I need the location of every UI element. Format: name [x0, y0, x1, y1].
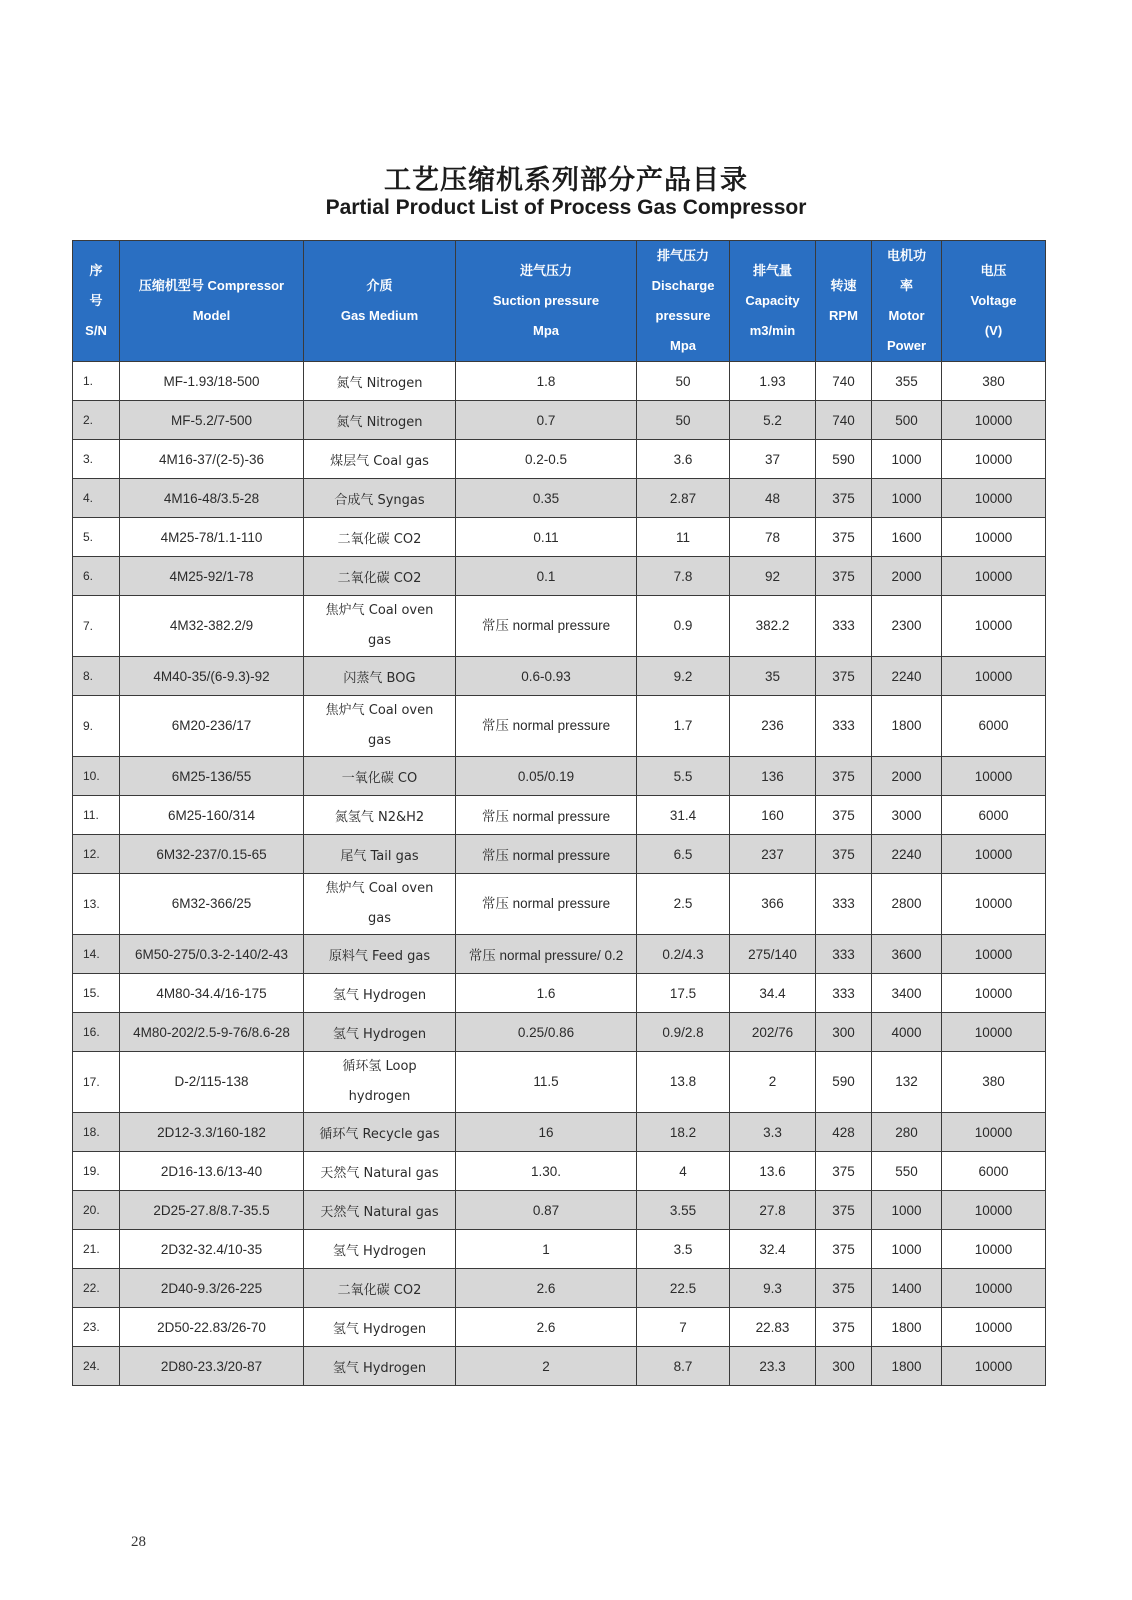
cell-suction-pressure: 0.6-0.93	[456, 657, 637, 696]
cell-sn: 9.	[73, 696, 120, 757]
cell-discharge-pressure: 2.87	[637, 479, 730, 518]
cell-rpm: 428	[816, 1113, 872, 1152]
cell-gas-medium: 天然气 Natural gas	[304, 1191, 456, 1230]
cell-sn: 22.	[73, 1269, 120, 1308]
cell-model: 4M40-35/(6-9.3)-92	[120, 657, 304, 696]
cell-suction-pressure: 1.30.	[456, 1152, 637, 1191]
table-row	[73, 518, 1046, 557]
cell-suction-pressure: 11.5	[456, 1052, 637, 1113]
cell-rpm: 375	[816, 1308, 872, 1347]
cell-sn: 12.	[73, 835, 120, 874]
table-row	[73, 757, 1046, 796]
table-row	[73, 1013, 1046, 1052]
cell-model: D-2/115-138	[120, 1052, 304, 1113]
table-row	[73, 1052, 1046, 1113]
cell-discharge-pressure: 3.55	[637, 1191, 730, 1230]
cell-suction-pressure: 0.7	[456, 401, 637, 440]
cell-suction-pressure: 2.6	[456, 1308, 637, 1347]
cell-gas-medium: 煤层气 Coal gas	[304, 440, 456, 479]
cell-motor-power: 500	[872, 401, 942, 440]
cell-sn: 11.	[73, 796, 120, 835]
cell-gas-medium: 合成气 Syngas	[304, 479, 456, 518]
cell-sn: 3.	[73, 440, 120, 479]
cell-gas-medium: 原料气 Feed gas	[304, 935, 456, 974]
cell-model: 2D80-23.3/20-87	[120, 1347, 304, 1386]
cell-motor-power: 4000	[872, 1013, 942, 1052]
table-row	[73, 557, 1046, 596]
cell-sn: 21.	[73, 1230, 120, 1269]
cell-discharge-pressure: 9.2	[637, 657, 730, 696]
cell-gas-medium: 氮氢气 N2&H2	[304, 796, 456, 835]
cell-capacity: 1.93	[730, 362, 816, 401]
cell-gas-medium: 焦炉气 Coal oven gas	[304, 696, 456, 757]
table-row	[73, 657, 1046, 696]
cell-model: MF-5.2/7-500	[120, 401, 304, 440]
cell-rpm: 375	[816, 657, 872, 696]
cell-suction-pressure: 0.11	[456, 518, 637, 557]
header-rpm: 转速 RPM	[816, 241, 872, 362]
cell-motor-power: 2240	[872, 835, 942, 874]
cell-gas-medium: 氢气 Hydrogen	[304, 1230, 456, 1269]
cell-motor-power: 1800	[872, 1308, 942, 1347]
cell-motor-power: 1000	[872, 479, 942, 518]
cell-gas-medium: 氢气 Hydrogen	[304, 1013, 456, 1052]
cell-motor-power: 1000	[872, 1191, 942, 1230]
cell-discharge-pressure: 5.5	[637, 757, 730, 796]
cell-discharge-pressure: 0.9/2.8	[637, 1013, 730, 1052]
cell-motor-power: 2000	[872, 757, 942, 796]
cell-rpm: 375	[816, 796, 872, 835]
cell-gas-medium: 氢气 Hydrogen	[304, 974, 456, 1013]
table-row	[73, 874, 1046, 935]
cell-model: 2D50-22.83/26-70	[120, 1308, 304, 1347]
table-row	[73, 440, 1046, 479]
table-body	[73, 362, 1046, 1386]
cell-model: 2D12-3.3/160-182	[120, 1113, 304, 1152]
cell-suction-pressure: 常压 normal pressure/ 0.2	[456, 935, 637, 974]
cell-discharge-pressure: 50	[637, 401, 730, 440]
cell-motor-power: 132	[872, 1052, 942, 1113]
cell-capacity: 5.2	[730, 401, 816, 440]
cell-capacity: 37	[730, 440, 816, 479]
cell-voltage: 6000	[942, 1152, 1046, 1191]
cell-rpm: 375	[816, 1230, 872, 1269]
cell-gas-medium: 一氧化碳 CO	[304, 757, 456, 796]
cell-voltage: 10000	[942, 1013, 1046, 1052]
cell-discharge-pressure: 22.5	[637, 1269, 730, 1308]
cell-capacity: 23.3	[730, 1347, 816, 1386]
cell-voltage: 10000	[942, 974, 1046, 1013]
cell-discharge-pressure: 3.5	[637, 1230, 730, 1269]
cell-model: 6M25-160/314	[120, 796, 304, 835]
cell-gas-medium: 氢气 Hydrogen	[304, 1347, 456, 1386]
cell-suction-pressure: 常压 normal pressure	[456, 796, 637, 835]
cell-suction-pressure: 0.05/0.19	[456, 757, 637, 796]
cell-sn: 8.	[73, 657, 120, 696]
cell-capacity: 366	[730, 874, 816, 935]
cell-capacity: 382.2	[730, 596, 816, 657]
cell-capacity: 35	[730, 657, 816, 696]
cell-model: 4M16-48/3.5-28	[120, 479, 304, 518]
cell-sn: 10.	[73, 757, 120, 796]
cell-motor-power: 3000	[872, 796, 942, 835]
cell-sn: 18.	[73, 1113, 120, 1152]
cell-model: 6M32-366/25	[120, 874, 304, 935]
cell-voltage: 10000	[942, 1269, 1046, 1308]
cell-sn: 6.	[73, 557, 120, 596]
cell-rpm: 375	[816, 479, 872, 518]
cell-voltage: 10000	[942, 757, 1046, 796]
table-row	[73, 1347, 1046, 1386]
product-table	[72, 240, 1046, 1386]
cell-capacity: 78	[730, 518, 816, 557]
cell-capacity: 275/140	[730, 935, 816, 974]
cell-model: 4M32-382.2/9	[120, 596, 304, 657]
cell-gas-medium: 二氧化碳 CO2	[304, 518, 456, 557]
cell-sn: 20.	[73, 1191, 120, 1230]
cell-motor-power: 1000	[872, 1230, 942, 1269]
cell-capacity: 236	[730, 696, 816, 757]
cell-discharge-pressure: 3.6	[637, 440, 730, 479]
cell-gas-medium: 氮气 Nitrogen	[304, 362, 456, 401]
cell-sn: 23.	[73, 1308, 120, 1347]
table-row	[73, 362, 1046, 401]
cell-capacity: 13.6	[730, 1152, 816, 1191]
cell-discharge-pressure: 31.4	[637, 796, 730, 835]
cell-capacity: 27.8	[730, 1191, 816, 1230]
cell-voltage: 10000	[942, 1191, 1046, 1230]
cell-rpm: 375	[816, 518, 872, 557]
cell-suction-pressure: 常压 normal pressure	[456, 696, 637, 757]
cell-suction-pressure: 2.6	[456, 1269, 637, 1308]
cell-capacity: 136	[730, 757, 816, 796]
cell-sn: 24.	[73, 1347, 120, 1386]
cell-capacity: 32.4	[730, 1230, 816, 1269]
cell-suction-pressure: 0.1	[456, 557, 637, 596]
table-row	[73, 401, 1046, 440]
header-model: 压缩机型号 Compressor Model	[120, 241, 304, 362]
header-capacity: 排气量 Capacity m3/min	[730, 241, 816, 362]
header-suction-pressure: 进气压力 Suction pressure Mpa	[456, 241, 637, 362]
cell-discharge-pressure: 8.7	[637, 1347, 730, 1386]
header-motor-power: 电机功 率 Motor Power	[872, 241, 942, 362]
cell-suction-pressure: 1	[456, 1230, 637, 1269]
cell-rpm: 590	[816, 440, 872, 479]
cell-voltage: 10000	[942, 835, 1046, 874]
cell-discharge-pressure: 7.8	[637, 557, 730, 596]
cell-voltage: 10000	[942, 1347, 1046, 1386]
cell-motor-power: 3400	[872, 974, 942, 1013]
cell-motor-power: 355	[872, 362, 942, 401]
cell-suction-pressure: 0.2-0.5	[456, 440, 637, 479]
cell-model: 2D25-27.8/8.7-35.5	[120, 1191, 304, 1230]
table-row	[73, 1113, 1046, 1152]
cell-motor-power: 2240	[872, 657, 942, 696]
cell-suction-pressure: 常压 normal pressure	[456, 596, 637, 657]
cell-model: 6M20-236/17	[120, 696, 304, 757]
cell-sn: 17.	[73, 1052, 120, 1113]
table-row	[73, 1269, 1046, 1308]
cell-rpm: 333	[816, 935, 872, 974]
cell-gas-medium: 循环氢 Loop hydrogen	[304, 1052, 456, 1113]
table-row	[73, 596, 1046, 657]
cell-voltage: 10000	[942, 935, 1046, 974]
cell-gas-medium: 尾气 Tail gas	[304, 835, 456, 874]
cell-voltage: 10000	[942, 1230, 1046, 1269]
cell-capacity: 202/76	[730, 1013, 816, 1052]
cell-discharge-pressure: 11	[637, 518, 730, 557]
cell-motor-power: 280	[872, 1113, 942, 1152]
cell-voltage: 10000	[942, 657, 1046, 696]
cell-rpm: 375	[816, 1152, 872, 1191]
cell-model: 2D32-32.4/10-35	[120, 1230, 304, 1269]
cell-discharge-pressure: 50	[637, 362, 730, 401]
cell-model: 6M32-237/0.15-65	[120, 835, 304, 874]
cell-model: 4M25-78/1.1-110	[120, 518, 304, 557]
cell-gas-medium: 焦炉气 Coal oven gas	[304, 874, 456, 935]
cell-sn: 19.	[73, 1152, 120, 1191]
cell-capacity: 22.83	[730, 1308, 816, 1347]
cell-capacity: 2	[730, 1052, 816, 1113]
cell-model: 6M50-275/0.3-2-140/2-43	[120, 935, 304, 974]
header-sn: 序 号 S/N	[73, 241, 120, 362]
cell-gas-medium: 焦炉气 Coal oven gas	[304, 596, 456, 657]
cell-rpm: 375	[816, 1191, 872, 1230]
cell-discharge-pressure: 4	[637, 1152, 730, 1191]
cell-rpm: 375	[816, 1269, 872, 1308]
cell-sn: 16.	[73, 1013, 120, 1052]
cell-capacity: 34.4	[730, 974, 816, 1013]
cell-motor-power: 550	[872, 1152, 942, 1191]
cell-motor-power: 1600	[872, 518, 942, 557]
table-row	[73, 1191, 1046, 1230]
cell-voltage: 10000	[942, 401, 1046, 440]
cell-model: 4M25-92/1-78	[120, 557, 304, 596]
cell-rpm: 300	[816, 1347, 872, 1386]
cell-gas-medium: 二氧化碳 CO2	[304, 557, 456, 596]
cell-capacity: 3.3	[730, 1113, 816, 1152]
cell-suction-pressure: 常压 normal pressure	[456, 874, 637, 935]
cell-voltage: 6000	[942, 796, 1046, 835]
cell-sn: 13.	[73, 874, 120, 935]
page-title-chinese: 工艺压缩机系列部分产品目录	[384, 165, 748, 196]
cell-model: 2D16-13.6/13-40	[120, 1152, 304, 1191]
cell-discharge-pressure: 0.2/4.3	[637, 935, 730, 974]
cell-voltage: 10000	[942, 1308, 1046, 1347]
cell-sn: 7.	[73, 596, 120, 657]
cell-voltage: 10000	[942, 479, 1046, 518]
cell-suction-pressure: 0.87	[456, 1191, 637, 1230]
cell-sn: 14.	[73, 935, 120, 974]
cell-voltage: 10000	[942, 596, 1046, 657]
cell-suction-pressure: 1.8	[456, 362, 637, 401]
cell-voltage: 380	[942, 362, 1046, 401]
cell-rpm: 333	[816, 974, 872, 1013]
cell-voltage: 10000	[942, 874, 1046, 935]
cell-rpm: 375	[816, 835, 872, 874]
table-row	[73, 1230, 1046, 1269]
cell-motor-power: 3600	[872, 935, 942, 974]
cell-suction-pressure: 常压 normal pressure	[456, 835, 637, 874]
cell-sn: 2.	[73, 401, 120, 440]
cell-suction-pressure: 0.25/0.86	[456, 1013, 637, 1052]
cell-motor-power: 1800	[872, 696, 942, 757]
cell-discharge-pressure: 17.5	[637, 974, 730, 1013]
cell-rpm: 375	[816, 757, 872, 796]
cell-capacity: 160	[730, 796, 816, 835]
cell-model: 4M16-37/(2-5)-36	[120, 440, 304, 479]
header-discharge-pressure: 排气压力 Discharge pressure Mpa	[637, 241, 730, 362]
table-row	[73, 835, 1046, 874]
cell-gas-medium: 闪蒸气 BOG	[304, 657, 456, 696]
cell-gas-medium: 氢气 Hydrogen	[304, 1308, 456, 1347]
cell-voltage: 10000	[942, 1113, 1046, 1152]
cell-voltage: 10000	[942, 557, 1046, 596]
cell-rpm: 333	[816, 696, 872, 757]
cell-model: 6M25-136/55	[120, 757, 304, 796]
cell-sn: 1.	[73, 362, 120, 401]
cell-discharge-pressure: 7	[637, 1308, 730, 1347]
cell-gas-medium: 二氧化碳 CO2	[304, 1269, 456, 1308]
cell-rpm: 300	[816, 1013, 872, 1052]
cell-model: 2D40-9.3/26-225	[120, 1269, 304, 1308]
table-row	[73, 1308, 1046, 1347]
header-gas-medium: 介质 Gas Medium	[304, 241, 456, 362]
cell-rpm: 375	[816, 557, 872, 596]
cell-discharge-pressure: 13.8	[637, 1052, 730, 1113]
cell-discharge-pressure: 0.9	[637, 596, 730, 657]
cell-voltage: 380	[942, 1052, 1046, 1113]
cell-motor-power: 2300	[872, 596, 942, 657]
cell-discharge-pressure: 18.2	[637, 1113, 730, 1152]
cell-rpm: 740	[816, 401, 872, 440]
table-row	[73, 696, 1046, 757]
cell-sn: 5.	[73, 518, 120, 557]
cell-gas-medium: 氮气 Nitrogen	[304, 401, 456, 440]
cell-rpm: 740	[816, 362, 872, 401]
cell-voltage: 6000	[942, 696, 1046, 757]
cell-discharge-pressure: 2.5	[637, 874, 730, 935]
cell-discharge-pressure: 1.7	[637, 696, 730, 757]
cell-model: 4M80-202/2.5-9-76/8.6-28	[120, 1013, 304, 1052]
cell-capacity: 92	[730, 557, 816, 596]
cell-gas-medium: 天然气 Natural gas	[304, 1152, 456, 1191]
table-row	[73, 935, 1046, 974]
cell-motor-power: 2000	[872, 557, 942, 596]
table-row	[73, 974, 1046, 1013]
header-voltage: 电压 Voltage (V)	[942, 241, 1046, 362]
cell-model: MF-1.93/18-500	[120, 362, 304, 401]
cell-capacity: 237	[730, 835, 816, 874]
cell-motor-power: 1400	[872, 1269, 942, 1308]
cell-voltage: 10000	[942, 440, 1046, 479]
cell-suction-pressure: 0.35	[456, 479, 637, 518]
cell-sn: 4.	[73, 479, 120, 518]
cell-suction-pressure: 2	[456, 1347, 637, 1386]
table-row	[73, 479, 1046, 518]
cell-discharge-pressure: 6.5	[637, 835, 730, 874]
cell-suction-pressure: 1.6	[456, 974, 637, 1013]
cell-gas-medium: 循环气 Recycle gas	[304, 1113, 456, 1152]
cell-capacity: 48	[730, 479, 816, 518]
cell-motor-power: 2800	[872, 874, 942, 935]
page-title-english: Partial Product List of Process Gas Compressor	[325, 196, 807, 219]
table-header-row	[73, 241, 1046, 362]
table-row	[73, 796, 1046, 835]
cell-rpm: 333	[816, 874, 872, 935]
cell-sn: 15.	[73, 974, 120, 1013]
cell-capacity: 9.3	[730, 1269, 816, 1308]
table-row	[73, 1152, 1046, 1191]
cell-rpm: 333	[816, 596, 872, 657]
page-number: 28	[131, 1534, 146, 1550]
cell-motor-power: 1800	[872, 1347, 942, 1386]
cell-rpm: 590	[816, 1052, 872, 1113]
cell-suction-pressure: 16	[456, 1113, 637, 1152]
cell-voltage: 10000	[942, 518, 1046, 557]
cell-motor-power: 1000	[872, 440, 942, 479]
cell-model: 4M80-34.4/16-175	[120, 974, 304, 1013]
